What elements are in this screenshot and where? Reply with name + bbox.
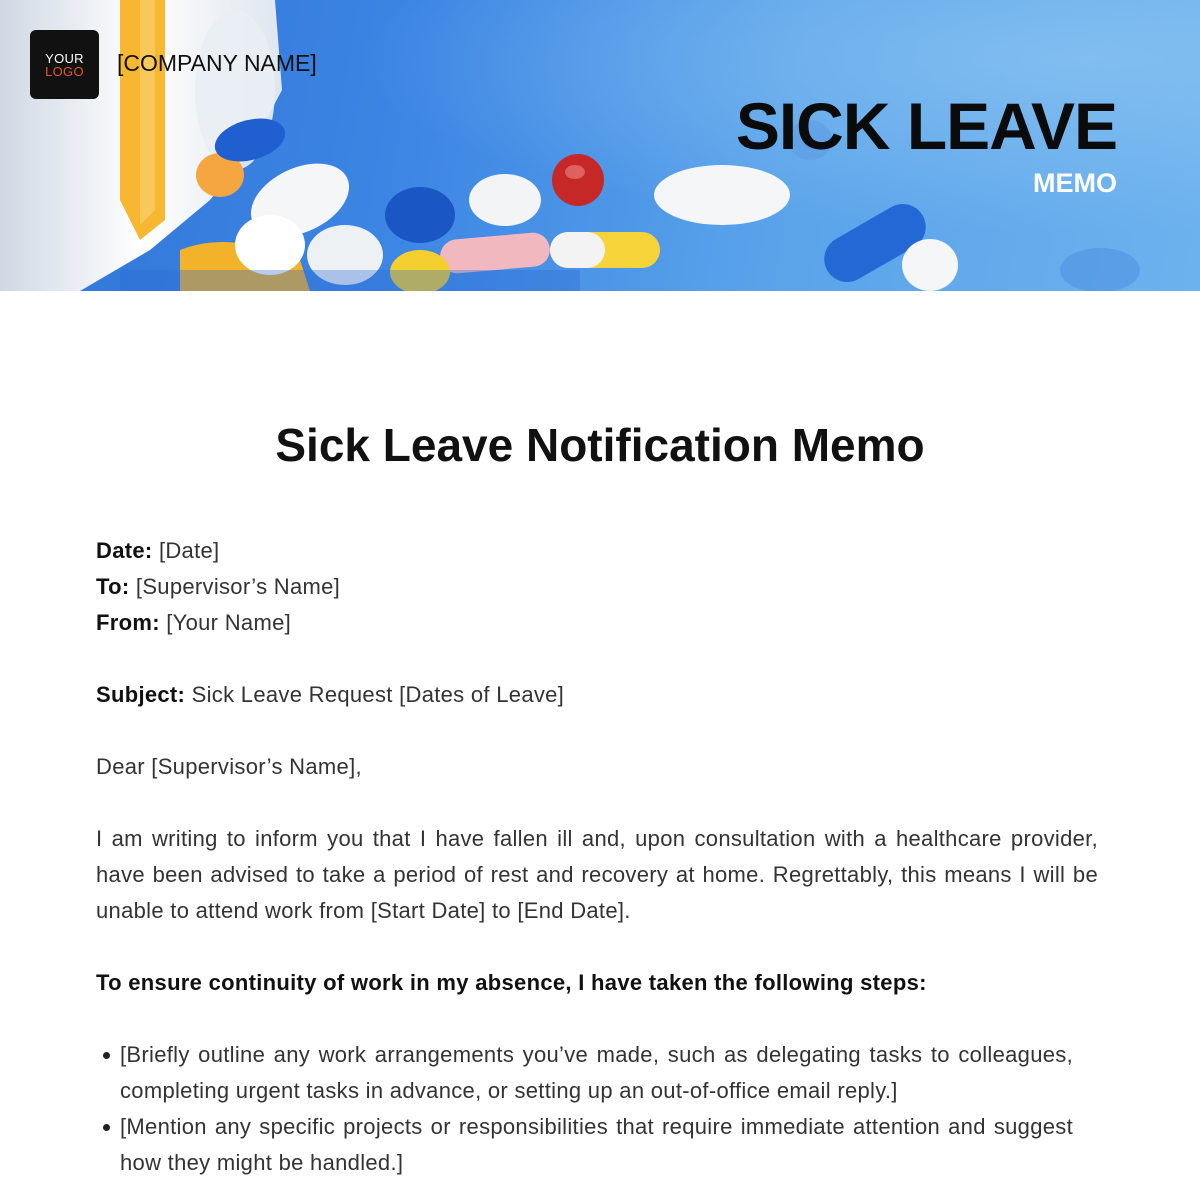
logo-text-top: YOUR — [45, 50, 84, 66]
company-name: [COMPANY NAME] — [117, 50, 317, 76]
from-label: From: — [96, 610, 160, 635]
memo-title: Sick Leave Notification Memo — [275, 419, 925, 471]
to-value: [Supervisor’s Name] — [135, 574, 341, 599]
list-item: [Mention any specific projects or responsibilities that require immediate attention and suggest how they might be handled.] — [120, 1109, 1098, 1181]
banner-subtitle: MEMO — [1033, 168, 1117, 198]
from-line — [96, 605, 1098, 641]
subject-line — [96, 677, 1098, 713]
date-label: Date: — [96, 538, 153, 563]
to-line — [96, 569, 1098, 605]
list-item: [Briefly outline any work arrangements you’ve made, such as delegating tasks to colleagues, completing urgent tasks in advance, or setting up an out-of-office email reply.] — [120, 1037, 1098, 1109]
salutation: Dear [Supervisor’s Name], — [96, 754, 362, 779]
steps-list — [96, 1037, 1098, 1181]
header-banner — [0, 0, 1200, 291]
body-paragraph: I am writing to inform you that I have fallen ill and, upon consultation with a healthcare provider, have been advised to take a period of rest and recovery at home. Regrettably, this means I will be unable to attend work from [Start Date] to [End Date]. — [96, 826, 1098, 923]
memo-body — [96, 533, 1098, 1181]
company-logo — [30, 30, 99, 99]
subject-label: Subject: — [96, 682, 186, 707]
date-line — [96, 533, 1098, 569]
subject-value: Sick Leave Request [Dates of Leave] — [191, 682, 565, 707]
banner-title: SICK LEAVE — [735, 89, 1117, 163]
logo-text-bottom: LOGO — [45, 63, 84, 79]
date-value: [Date] — [158, 538, 220, 563]
from-value: [Your Name] — [166, 610, 292, 635]
to-label: To: — [96, 574, 130, 599]
steps-heading: To ensure continuity of work in my absence, I have taken the following steps: — [96, 970, 927, 995]
